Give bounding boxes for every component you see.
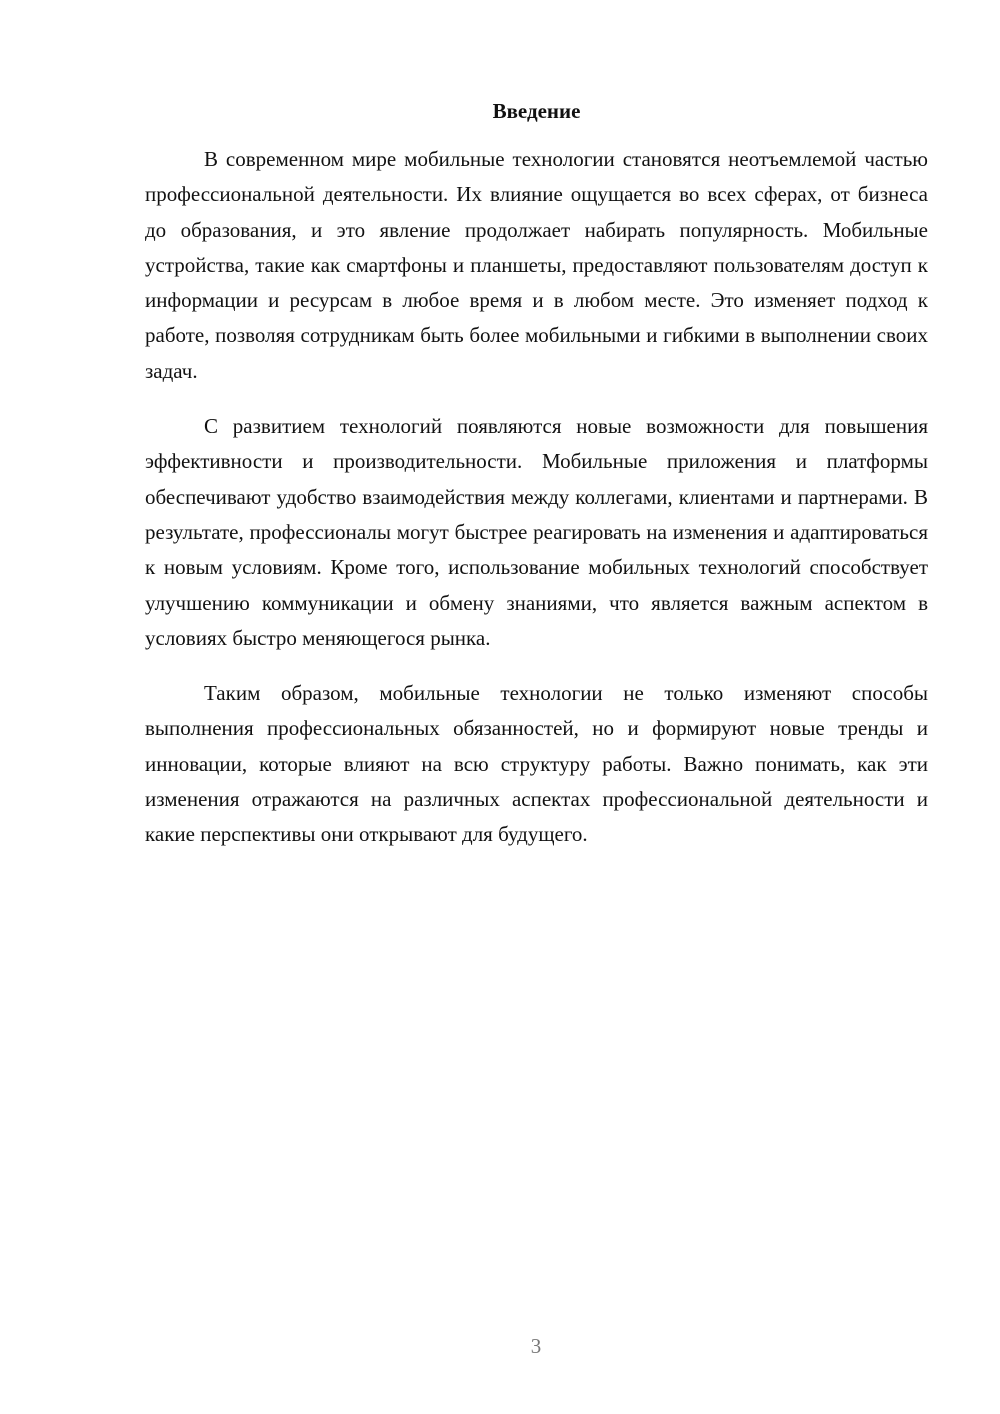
section-title: Введение bbox=[492, 99, 581, 123]
paragraph-3: Таким образом, мобильные технологии не только изменяют способы выполнения профессиональных обязанностей, но и формируют новые тренды и инновации, которые влияют на всю структуру работы. Важно понимать, как эти изменения отражаются на различных аспектах профессиональной деятельности и какие перспективы они открывают для будущего. bbox=[145, 681, 928, 847]
paragraph-1: В современном мире мобильные технологии становятся неотъемлемой частью профессиональной деятельности. Их влияние ощущается во всех сферах, от бизнеса до образования, и это явление продолжает набирать популярность. Мобильные устройства, такие как смартфоны и планшеты, предоставляют пользователям доступ к информации и ресурсам в любое время и в любом месте. Это изменяет подход к работе, позволяя сотрудникам быть более мобильными и гибкими в выполнении своих задач. bbox=[145, 147, 928, 383]
page-content bbox=[145, 96, 928, 873]
paragraph-2: С развитием технологий появляются новые возможности для повышения эффективности и производительности. Мобильные приложения и платформы обеспечивают удобство взаимодействия между коллегами, клиентами и партнерами. В результате, профессионалы могут быстрее реагировать на изменения и адаптироваться к новым условиям. Кроме того, использование мобильных технологий способствует улучшению коммуникации и обмену знаниями, что является важным аспектом в условиях быстро меняющегося рынка. bbox=[145, 414, 928, 650]
page-number: 3 bbox=[530, 1334, 542, 1358]
